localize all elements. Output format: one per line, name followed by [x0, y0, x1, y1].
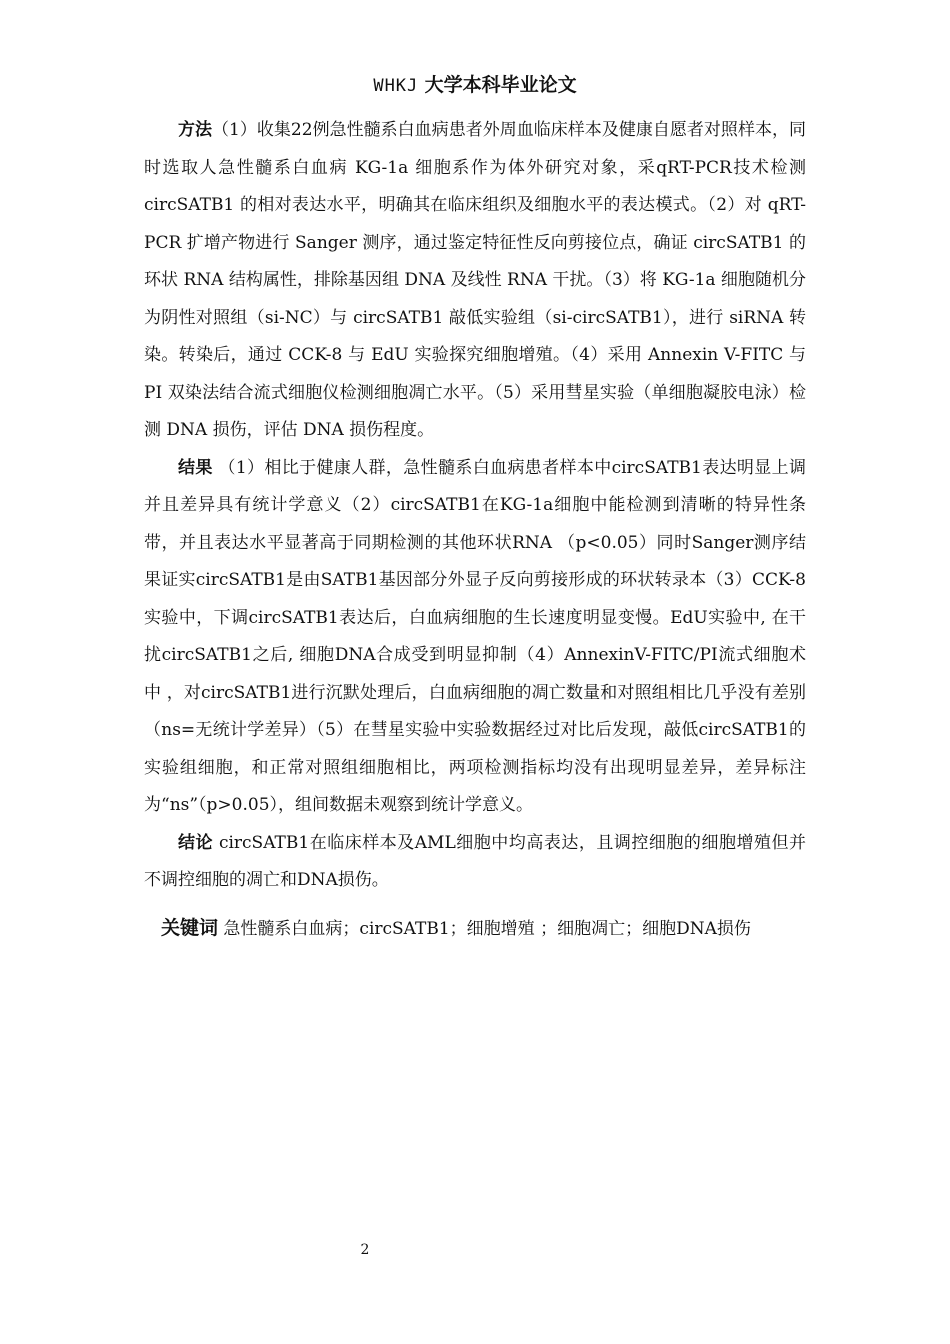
keywords-text: 急性髓系白血病；circSATB1；细胞增殖 ；细胞凋亡；细胞DNA损伤 — [218, 918, 751, 939]
conclusion-paragraph — [144, 825, 806, 900]
conclusion-text: circSATB1在临床样本及AML细胞中均高表达，且调控细胞的细胞增殖但并不调控细胞的凋亡和DNA损伤。 — [144, 832, 807, 890]
results-label: 结果 — [178, 457, 213, 478]
keywords-paragraph — [144, 910, 806, 949]
header-title: 大学本科毕业论文 — [424, 74, 577, 96]
methods-paragraph — [144, 112, 806, 450]
methods-text: （1）收集22例急性髓系白血病患者外周血临床样本及健康自愿者对照样本，同时选取人急性髓系白血病 KG-1a 细胞系作为体外研究对象，采qRT-PCR技术检测 circSATB1 的相对表达水平，明确其在临床组织及细胞水平的表达模式。（2）对 qRT-PCR 扩增产物进行 Sanger 测序，通过鉴定特征性反向剪接位点，确证 circSATB1 的环状 RNA 结构属性，排除基因组 DNA 及线性 RNA 干扰。（3）将 KG-1a 细胞随机分为阴性对照组（si-NC）与 circSATB1 敲低实验组（si-circSATB1），进行 siRNA 转染。转染后，通过 CCK-8 与 EdU 实验探究细胞增殖。（4）采用 Annexin V-FITC 与 PI 双染法结合流式细胞仪检测细胞凋亡水平。（5）采用彗星实验（单细胞凝胶电泳）检测 DNA 损伤，评估 DNA 损伤程度。 — [144, 120, 806, 440]
conclusion-label: 结论 — [178, 832, 214, 853]
results-paragraph — [144, 450, 806, 825]
results-text: （1）相比于健康人群，急性髓系白血病患者样本中circSATB1表达明显上调并且差异具有统计学意义（2）circSATB1在KG-1a细胞中能检测到清晰的特异性条带，并且表达水平显著高于同期检测的其他环状RNA （p<0.05）同时Sanger测序结果证实circSATB1是由SATB1基因部分外显子反向剪接形成的环状转录本（3）CCK-8实验中，下调circSATB1表达后，白血病细胞的生长速度明显变慢。EdU实验中, 在干扰circSATB1之后, 细胞DNA合成受到明显抑制（4）AnnexinV-FITC/PI流式细胞术中 ，对circSATB1进行沉默处理后，白血病细胞的凋亡数量和对照组相比几乎没有差别（ns=无统计学差异）（5）在彗星实验中实验数据经过对比后发现，敲低circSATB1的实验组细胞，和正常对照组细胞相比，两项检测指标均没有出现明显差异，差异标注为“ns”（p>0.05），组间数据未观察到统计学意义。 — [144, 457, 807, 815]
page-number: 2 — [360, 1242, 370, 1258]
page-header — [0, 70, 950, 100]
methods-label: 方法 — [178, 120, 213, 140]
keywords-label: 关键词 — [161, 916, 219, 939]
abstract-body — [144, 112, 806, 948]
header-brand: WHKJ — [373, 76, 419, 96]
